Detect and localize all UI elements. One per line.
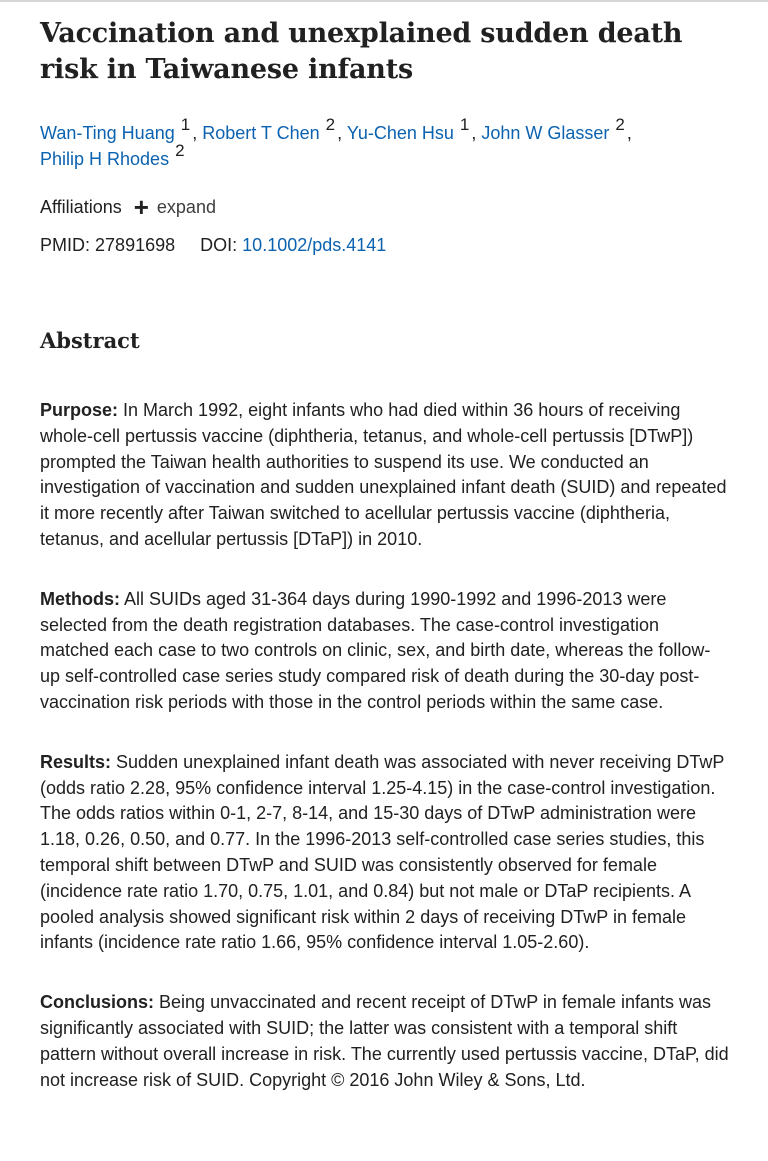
- section-label: Results:: [40, 751, 112, 772]
- affiliation-ref[interactable]: 1: [180, 115, 191, 134]
- section-label: Conclusions:: [40, 992, 155, 1013]
- abstract-heading: Abstract: [40, 328, 140, 353]
- article-identifiers: [40, 232, 730, 258]
- section-text: In March 1992, eight infants who had died within 36 hours of receiving whole-cell pertussis vaccine (diphtheria, tetanus, and whole-cell pertussis [DTwP]) prompted the Taiwan health authorities to suspend its use. We conducted an investigation of vaccination and sudden unexplained infant death (SUID) and repeated it more recently after Taiwan switched to acellular pertussis vaccine (diphtheria, tetanus, and acellular pertussis [DTaP]) in 2010.: [40, 400, 727, 549]
- affiliations-toggle[interactable]: [40, 194, 730, 220]
- author-link[interactable]: Wan-Ting Huang: [40, 123, 175, 143]
- author-link[interactable]: Philip H Rhodes: [40, 149, 170, 169]
- section-text: All SUIDs aged 31-364 days during 1990-1992 and 1996-2013 were selected from the death registration databases. The case-control investigation matched each case to two controls on clinic, sex, and birth date, whereas the follow-up self-controlled case series study compared risk of death during the 30-day post-vaccination risk periods with those in the control periods within the same case.: [40, 588, 711, 712]
- plus-icon[interactable]: +: [133, 192, 149, 222]
- section-label: Methods:: [40, 588, 120, 609]
- author-link[interactable]: Robert T Chen: [202, 123, 320, 143]
- author-item: [346, 115, 482, 143]
- top-divider: [0, 0, 768, 2]
- article-page: [40, 16, 730, 1093]
- expand-label[interactable]: expand: [156, 197, 216, 217]
- abstract-results: [40, 750, 730, 956]
- abstract-conclusions: [40, 990, 730, 1093]
- affiliations-label: Affiliations: [40, 197, 122, 217]
- abstract-methods: [40, 587, 730, 716]
- author-separator: ,: [192, 123, 198, 143]
- section-text: Being unvaccinated and recent receipt of DTwP in female infants was significantly associated with SUID; the latter was consistent with a temporal shift pattern without overall increase in risk. The currently used pertussis vaccine, DTaP, did not increase risk of SUID. Copyright © 2016 John Wiley & Sons, Ltd.: [40, 992, 729, 1090]
- abstract-purpose: [40, 398, 730, 553]
- affiliation-ref[interactable]: 1: [459, 115, 470, 134]
- author-item: [40, 141, 187, 169]
- doi-link[interactable]: 10.1002/pds.4141: [242, 235, 387, 255]
- author-item: [202, 115, 347, 143]
- pmid-label: PMID:: [40, 235, 91, 255]
- author-separator: ,: [471, 123, 477, 143]
- affiliation-ref[interactable]: 2: [615, 115, 625, 134]
- authors-list: [40, 115, 730, 172]
- author-link[interactable]: John W Glasser: [481, 123, 610, 143]
- affiliation-ref[interactable]: 2: [325, 115, 336, 134]
- section-label: Purpose:: [40, 400, 119, 420]
- author-link[interactable]: Yu-Chen Hsu: [346, 123, 454, 143]
- author-item: [481, 115, 632, 143]
- article-title: Vaccination and unexplained sudden death risk in Taiwanese infants: [40, 18, 683, 85]
- affiliation-ref[interactable]: 2: [175, 141, 185, 160]
- pmid-value: 27891698: [95, 235, 176, 255]
- author-separator: ,: [337, 123, 343, 143]
- doi-label: DOI:: [200, 235, 238, 255]
- section-text: Sudden unexplained infant death was associated with never receiving DTwP (odds ratio 2.28, 95% confidence interval 1.25-4.15) in the case-control investigation. The odds ratios within 0-1, 2-7, 8-14, and 15-30 days of DTwP administration were 1.18, 0.26, 0.50, and 0.77. In the 1996-2013 self-controlled case series studies, this temporal shift between DTwP and SUID was consistently observed for female (incidence rate ratio 1.70, 0.75, 1.01, and 0.84) but not male or DTaP recipients. A pooled analysis showed significant risk within 2 days of receiving DTwP in female infants (incidence rate ratio 1.66, 95% confidence interval 1.05-2.60).: [40, 751, 725, 953]
- author-item: [40, 115, 202, 143]
- author-separator: ,: [626, 123, 632, 143]
